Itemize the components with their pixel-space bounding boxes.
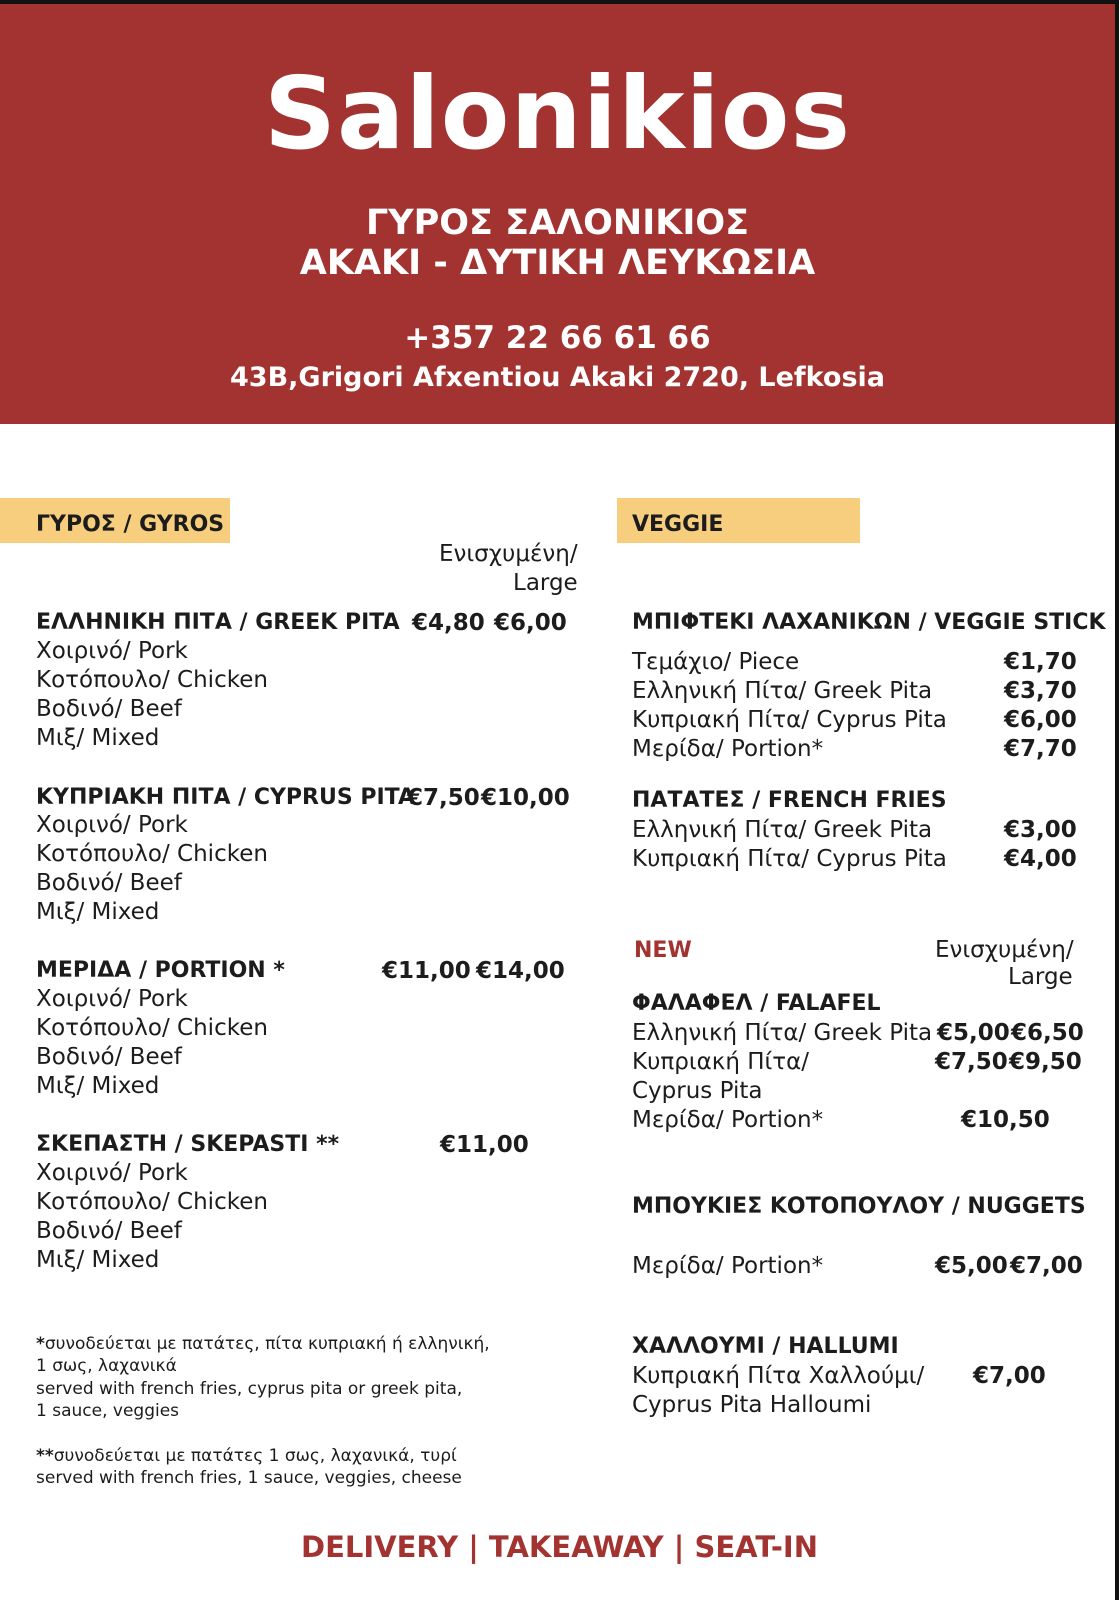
footnote-1-line-2: 1 σως, λαχανικά — [36, 1356, 177, 1377]
fries-row-price: €3,00 — [1004, 817, 1077, 843]
footer-services: DELIVERY | TAKEAWAY | SEAT-IN — [301, 1530, 818, 1564]
meat-beef: Βοδινό/ Beef — [36, 696, 182, 722]
phone-number[interactable]: +357 22 66 61 66 — [404, 320, 711, 356]
halloumi-label-2: Cyprus Pita Halloumi — [632, 1392, 872, 1418]
nuggets-portion-label: Μερίδα/ Portion* — [632, 1253, 824, 1279]
footnote-1-line-3: served with french fries, cyprus pita or greek pita, — [36, 1378, 463, 1399]
footnote-2 — [36, 1445, 462, 1490]
meat-beef: Βοδινό/ Beef — [36, 1044, 182, 1070]
meat-pork: Χοιρινό/ Pork — [36, 812, 188, 838]
cyprus-pita-price: €7,50 — [407, 785, 480, 811]
footnote-1-line-4: 1 sauce, veggies — [36, 1401, 180, 1422]
subtitle-line-1: ΓΥΡΟΣ ΣΑΛΟΝΙΚΙΟΣ — [365, 203, 750, 243]
veggie-stick-row-price: €3,70 — [1004, 678, 1077, 704]
veggie-section-tag: VEGGIE — [617, 498, 860, 543]
gyros-large-label-2: Large — [513, 570, 578, 596]
falafel-greek-label: Ελληνική Πίτα/ Greek Pita — [632, 1020, 933, 1046]
falafel-greek-price: €5,00 — [937, 1020, 1010, 1046]
halloumi-title: ΧΑΛΛΟΥΜΙ / HALLUMI — [632, 1334, 899, 1359]
greek-pita-price: €4,80 — [412, 610, 485, 636]
meat-chicken: Κοτόπουλο/ Chicken — [36, 667, 268, 693]
meat-pork: Χοιρινό/ Pork — [36, 638, 188, 664]
veggie-large-label-2: Large — [1008, 964, 1073, 990]
new-badge: NEW — [634, 938, 692, 963]
falafel-portion-price: €10,50 — [961, 1107, 1050, 1133]
meat-beef: Βοδινό/ Beef — [36, 870, 182, 896]
meat-pork: Χοιρινό/ Pork — [36, 986, 188, 1012]
subtitle-line-2: ΑΚΑΚΙ - ΔΥΤΙΚΗ ΛΕΥΚΩΣΙΑ — [299, 243, 816, 283]
portion-title: ΜΕΡΙΔΑ / PORTION * — [36, 958, 285, 983]
meat-mixed: Μιξ/ Mixed — [36, 1073, 160, 1099]
veggie-stick-row-label: Ελληνική Πίτα/ Greek Pita — [632, 678, 933, 704]
fries-row-label: Ελληνική Πίτα/ Greek Pita — [632, 817, 933, 843]
veggie-stick-row-price: €1,70 — [1004, 649, 1077, 675]
meat-mixed: Μιξ/ Mixed — [36, 1247, 160, 1273]
falafel-cyprus-label-2: Cyprus Pita — [632, 1078, 763, 1104]
skepasti-title: ΣΚΕΠΑΣΤΗ / SKEPASTI ** — [36, 1132, 340, 1157]
nuggets-price-large: €7,00 — [1010, 1253, 1083, 1279]
footnote-1 — [36, 1333, 490, 1423]
gyros-section-tag: ΓΥΡΟΣ / GYROS — [0, 498, 230, 543]
fries-row-label: Κυπριακή Πίτα/ Cyprus Pita — [632, 846, 947, 872]
address: 43B,Grigori Afxentiou Akaki 2720, Lefkosia — [230, 362, 885, 393]
skepasti-price: €11,00 — [440, 1132, 529, 1158]
footnote-1-line-1: συνοδεύεται με πατάτες, πίτα κυπριακή ή ελληνική, — [44, 1334, 490, 1354]
veggie-stick-row-price: €6,00 — [1004, 707, 1077, 733]
meat-chicken: Κοτόπουλο/ Chicken — [36, 1015, 268, 1041]
halloumi-label-1: Κυπριακή Πίτα Χαλλούμι/ — [632, 1363, 925, 1389]
brand-name: Salonikios — [264, 55, 851, 172]
greek-pita-price-large: €6,00 — [494, 610, 567, 636]
cyprus-pita-title: ΚΥΠΡΙΑΚΗ ΠΙΤΑ / CYPRUS PITA — [36, 785, 415, 810]
halloumi-price: €7,00 — [973, 1363, 1046, 1389]
falafel-portion-label: Μερίδα/ Portion* — [632, 1107, 824, 1133]
meat-beef: Βοδινό/ Beef — [36, 1218, 182, 1244]
falafel-cyprus-price-large: €9,50 — [1009, 1049, 1082, 1075]
frame-right-border — [1115, 0, 1119, 1600]
fries-row-price: €4,00 — [1004, 846, 1077, 872]
footnote-2-line-1: συνοδεύεται με πατάτες 1 σως, λαχανικά, τυρί — [53, 1446, 457, 1466]
meat-chicken: Κοτόπουλο/ Chicken — [36, 1189, 268, 1215]
gyros-large-label-1: Ενισχυμένη/ — [439, 541, 578, 567]
falafel-cyprus-label-1: Κυπριακή Πίτα/ — [632, 1049, 810, 1075]
veggie-stick-row-label: Τεμάχιο/ Piece — [632, 649, 800, 675]
meat-pork: Χοιρινό/ Pork — [36, 1160, 188, 1186]
veggie-large-label-1: Ενισχυμένη/ — [935, 937, 1074, 963]
veggie-stick-title: ΜΠΙΦΤΕΚΙ ΛΑΧΑΝΙΚΩΝ / VEGGIE STICK — [632, 610, 1106, 635]
fries-title: ΠΑΤΑΤΕΣ / FRENCH FRIES — [632, 788, 947, 813]
footnote-1-mark: * — [36, 1334, 45, 1354]
footnote-2-line-2: served with french fries, 1 sauce, veggies, cheese — [36, 1468, 462, 1489]
nuggets-price: €5,00 — [935, 1253, 1008, 1279]
falafel-cyprus-price: €7,50 — [935, 1049, 1008, 1075]
cyprus-pita-price-large: €10,00 — [481, 785, 570, 811]
veggie-stick-row-label: Κυπριακή Πίτα/ Cyprus Pita — [632, 707, 947, 733]
nuggets-title: ΜΠΟΥΚΙΕΣ ΚΟΤΟΠΟΥΛΟΥ / NUGGETS — [632, 1194, 1086, 1219]
portion-price: €11,00 — [382, 958, 471, 984]
footnote-2-mark: ** — [36, 1446, 54, 1466]
meat-mixed: Μιξ/ Mixed — [36, 899, 160, 925]
veggie-stick-row-price: €7,70 — [1004, 736, 1077, 762]
falafel-greek-price-large: €6,50 — [1011, 1020, 1084, 1046]
header-banner — [0, 4, 1115, 424]
greek-pita-title: ΕΛΛΗΝΙΚΗ ΠΙΤΑ / GREEK PITA — [36, 610, 400, 635]
falafel-title: ΦΑΛΑΦΕΛ / FALAFEL — [632, 991, 881, 1016]
meat-chicken: Κοτόπουλο/ Chicken — [36, 841, 268, 867]
veggie-stick-row-label: Μερίδα/ Portion* — [632, 736, 824, 762]
portion-price-large: €14,00 — [476, 958, 565, 984]
meat-mixed: Μιξ/ Mixed — [36, 725, 160, 751]
